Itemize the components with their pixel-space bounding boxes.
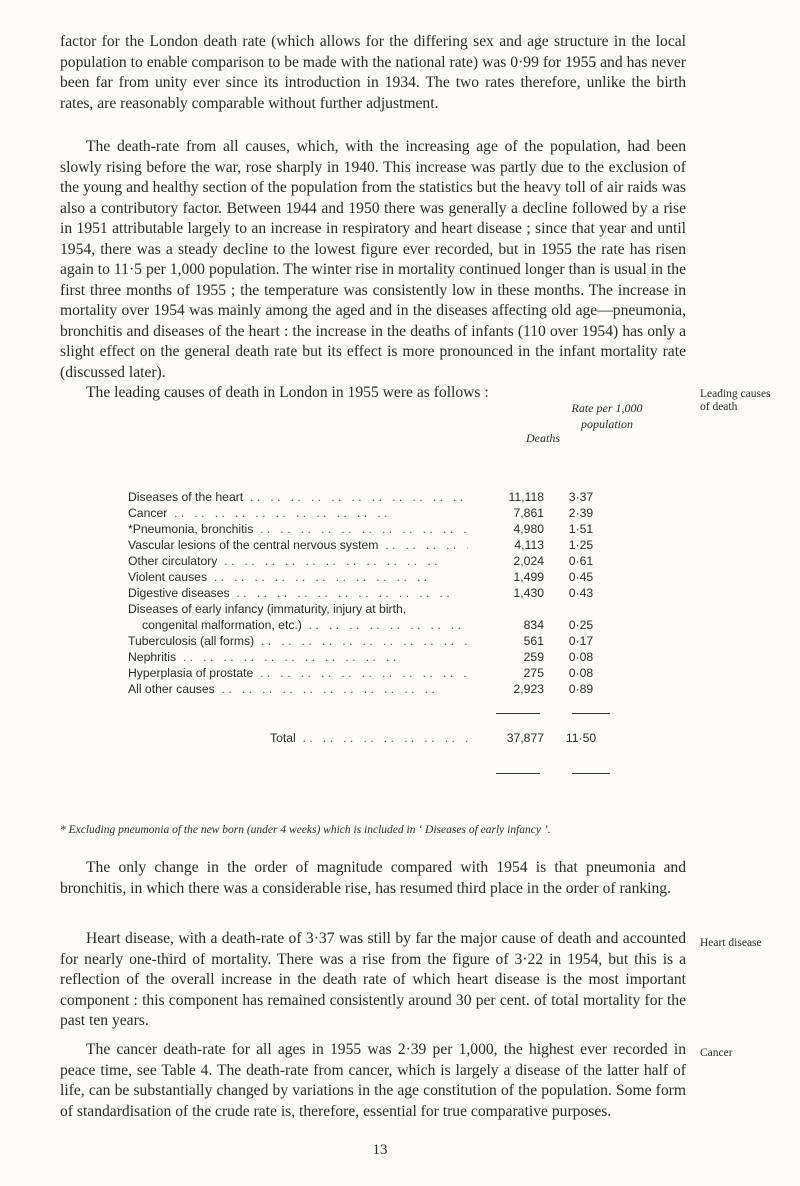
paragraph-intro: factor for the London death rate (which allows for the differing sex and age structure in the local population to enable comparison to be made with the national rate) was 0·99 for 1955 and has never been far from unity ever since its introduction in 1934. The two rates therefore, unlike the birth rates, are reasonably comparable without further adjustment.: [60, 33, 686, 112]
cause-label: Other circulatory . .: [128, 553, 468, 569]
column-header-deaths: Deaths: [526, 431, 560, 445]
rate-value: 0·25: [568, 618, 594, 632]
deaths-value: 561: [523, 634, 544, 648]
rate-value: 0·61: [568, 554, 594, 568]
deaths-value: 4,980: [513, 522, 544, 536]
table-row: [128, 617, 616, 633]
cause-label: congenital malformation, etc.) . .: [142, 617, 468, 633]
cause-label: Cancer . .: [128, 505, 468, 521]
cause-label: Hyperplasia of prostate . .: [128, 665, 468, 681]
deaths-value: 2,923: [513, 682, 544, 696]
table-row: [128, 505, 616, 521]
margin-note-heart-disease: Heart disease: [700, 937, 762, 949]
table-row-total: [128, 730, 616, 746]
margin-note-leading-causes: Leading causes of death: [700, 388, 771, 413]
deaths-value: 1,430: [513, 586, 544, 600]
table-row: [128, 601, 616, 617]
paragraph-leading-causes: The leading causes of death in London in 1955 were as follows :: [86, 384, 489, 401]
total-deaths-value: 37,877: [506, 731, 544, 745]
cause-label: *Pneumonia, bronchitis . .: [128, 521, 468, 537]
column-header-rate: Rate per 1,000 population: [571, 401, 643, 431]
deaths-value: 2,024: [513, 554, 544, 568]
table-row: [128, 681, 616, 697]
cause-label: Diseases of early infancy (immaturity, injury at birth,: [128, 602, 407, 616]
deaths-value: 4,113: [514, 538, 544, 552]
deaths-value: 1,499: [513, 570, 544, 584]
cause-label: Digestive diseases . .: [128, 585, 468, 601]
total-rate-value: 11·50: [565, 731, 597, 745]
deaths-value: 11,118: [508, 490, 544, 504]
rate-value: 2·39: [568, 506, 594, 520]
rate-value: 0·89: [568, 682, 594, 696]
paragraph-heart-disease: Heart disease, with a death-rate of 3·37 was still by far the major cause of death and accounted for nearly one-third of mortality. There was a rise from the figure of 3·22 in 1954, but this is a reflection of the overall increase in the death rate of which heart disease is the most important component : this component has remained consistently around 30 per cent. of total mortality for the past ten years.: [60, 930, 686, 1029]
rate-value: 3·37: [568, 490, 594, 504]
total-rule-deaths-bottom: [496, 773, 540, 774]
table-footnote: * Excluding pneumonia of the new born (under 4 weeks) which is included in ‘ Diseases of early infancy ’.: [60, 824, 551, 836]
table-row: [128, 665, 616, 681]
table-row: [128, 649, 616, 665]
rate-value: 0·43: [568, 586, 594, 600]
table-row: [128, 553, 616, 569]
deaths-value: 7,861: [513, 506, 544, 520]
table-row: [128, 633, 616, 649]
total-rule-rate-bottom: [572, 773, 610, 774]
paragraph-order-change: The only change in the order of magnitude compared with 1954 is that pneumonia and bronchitis, in which there was a considerable rise, has resumed third place in the order of ranking.: [60, 859, 686, 897]
rate-value: 1·51: [568, 522, 594, 536]
paragraph-death-rate: The death-rate from all causes, which, with the increasing age of the population, had been slowly rising before the war, rose sharply in 1940. This increase was partly due to the exclusion of the young and healthy section of the population from the statistics but the heavy toll of air raids was also a contributory factor. Between 1944 and 1950 there was generally a decline followed by a rise in 1951 attributable largely to an increase in respiratory and heart disease ; since that year and until 1954, there was a steady decline to the lowest figure ever recorded, but in 1955 the rate has risen again to 11·5 per 1,000 population. The winter rise in mortality continued longer than is usual in the first three months of 1955 ; the temperature was consistently low in these months. The increase in mortality over 1954 was mainly among the aged and in the diseases affecting old age—pneumonia, bronchitis and diseases of the heart : the increase in the deaths of infants (110 over 1954) has only a slight effect on the general death rate but its effect is more pronounced in the infant mortality rate (discussed later).: [60, 138, 686, 381]
deaths-value: 275: [523, 666, 544, 680]
cause-label: Diseases of the heart . .: [128, 489, 468, 505]
total-rule-rate-top: [572, 713, 610, 714]
total-label: Total . .: [270, 730, 470, 746]
margin-note-cancer: Cancer: [700, 1047, 733, 1059]
cause-label: Violent causes . .: [128, 569, 468, 585]
table-row: [128, 585, 616, 601]
rate-value: 0·17: [568, 634, 594, 648]
page-number: 13: [372, 1142, 388, 1158]
cause-label: Nephritis . .: [128, 649, 468, 665]
deaths-value: 259: [523, 650, 544, 664]
rate-value: 0·08: [568, 666, 594, 680]
table-row: [128, 537, 616, 553]
rate-value: 0·45: [568, 570, 594, 584]
table-row: [128, 569, 616, 585]
paragraph-cancer: The cancer death-rate for all ages in 1955 was 2·39 per 1,000, the highest ever recorded in peace time, see Table 4. The death-rate from cancer, which is largely a disease of the latter half of life, can be substantially changed by variations in the age constitution of the population. Some form of standardisation of the crude rate is, therefore, essential for true comparative purposes.: [60, 1041, 686, 1120]
rate-value: 0·08: [568, 650, 594, 664]
rate-value: 1·25: [568, 538, 594, 552]
cause-label: Tuberculosis (all forms) . .: [128, 633, 468, 649]
cause-label: All other causes . .: [128, 681, 468, 697]
deaths-value: 834: [523, 618, 544, 632]
total-rule-deaths-top: [496, 713, 540, 714]
table-row: [128, 489, 616, 505]
cause-label: Vascular lesions of the central nervous system . .: [128, 537, 468, 553]
table-row: [128, 521, 616, 537]
